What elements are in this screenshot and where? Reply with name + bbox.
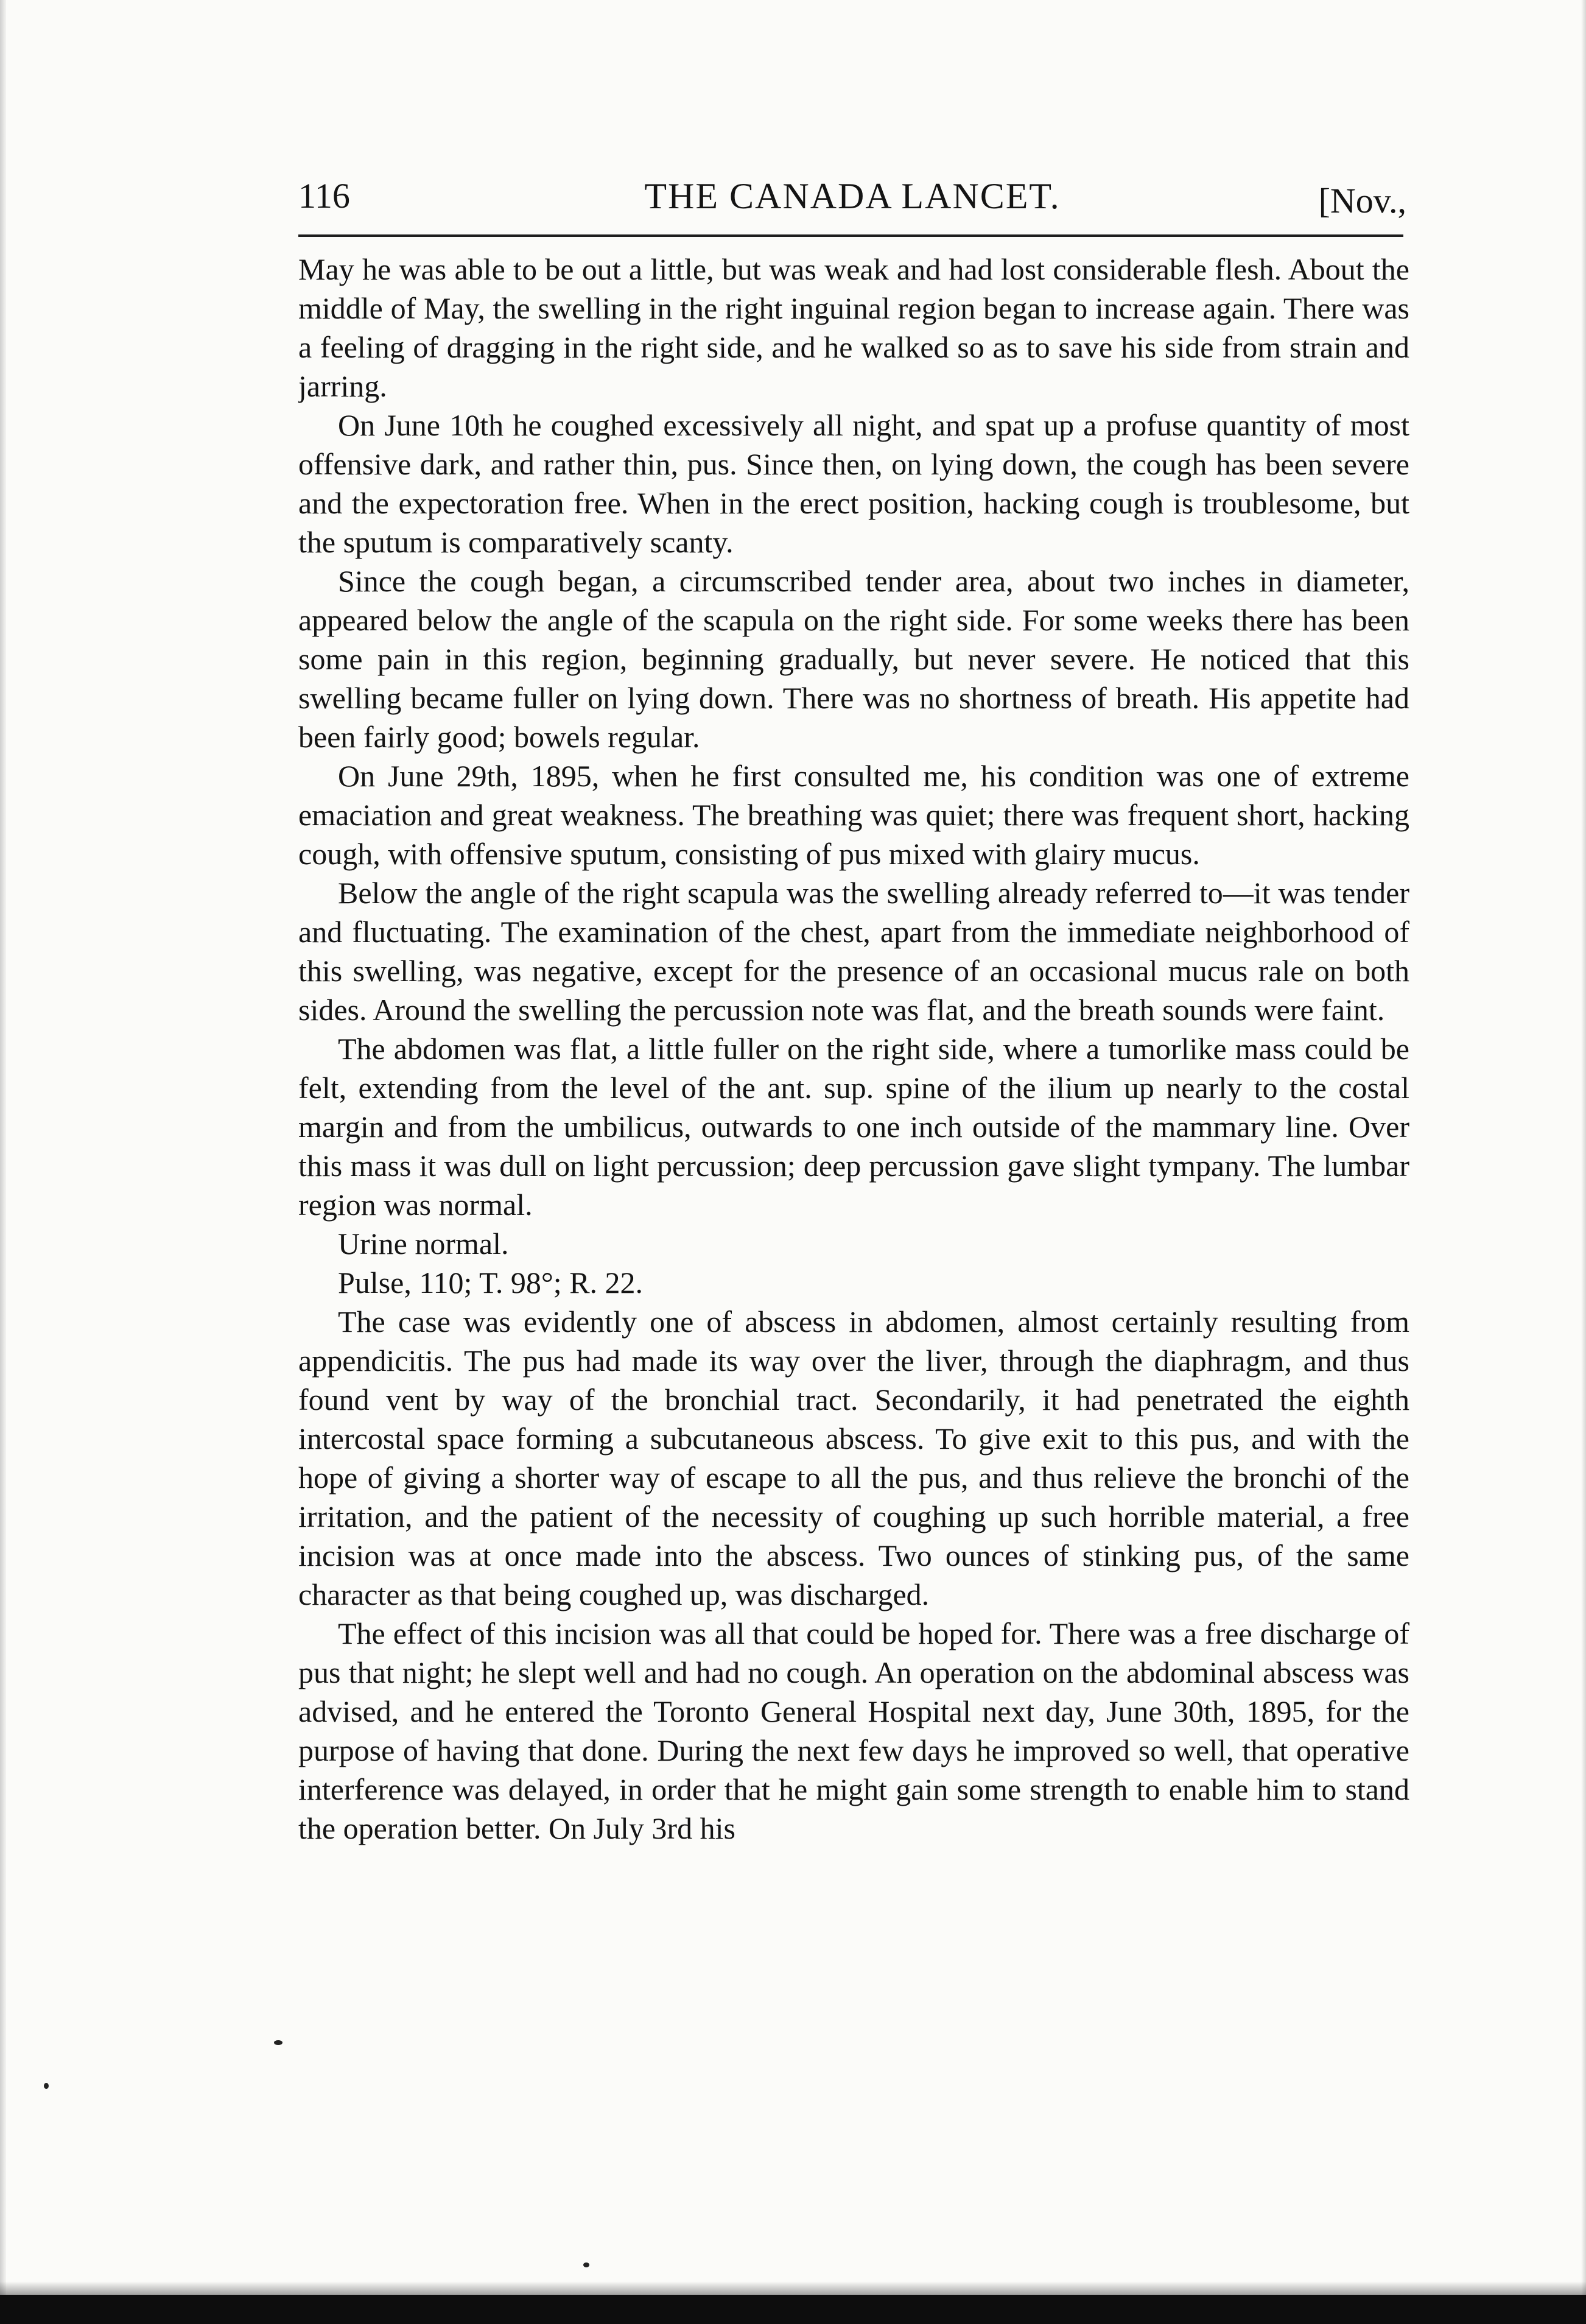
- bottom-shadow: [0, 2281, 1586, 2295]
- paragraph: On June 29th, 1895, when he first consulted me, his condition was one of extreme emaciation and great weakness. The breathing was quiet; there was frequent short, hacking cough, with offensive sputum, consisting of pus mixed with glairy mucus.: [298, 759, 1409, 871]
- scan-speck: [44, 2083, 49, 2089]
- paragraph: Urine normal.: [338, 1227, 509, 1261]
- article-body: [298, 250, 1409, 2043]
- header-rule: [298, 234, 1403, 237]
- paragraph: The abdomen was flat, a little fuller on the right side, where a tumorlike mass could be felt, extending from the level of the ant. sup. spine of the ilium up nearly to the costal margin and from the umbilicus, outwards to one inch outside of the mammary line. Over this mass it was dull on light percussion; deep percussion gave slight tympany. The lumbar region was normal.: [298, 1032, 1409, 1222]
- page-left-edge-shadow: [0, 0, 6, 2324]
- scan-speck: [274, 2040, 282, 2045]
- running-head: [298, 172, 1406, 220]
- page-number: 116: [298, 176, 350, 216]
- paragraph: Pulse, 110; T. 98°; R. 22.: [338, 1266, 644, 1300]
- scan-bottom-edge: [0, 2295, 1586, 2324]
- paragraph: May he was able to be out a little, but was weak and had lost considerable flesh. About the middle of May, the swelling in the right inguinal region began to increase again. There was a feeling of dragging in the right side, and he walked so as to save his side from strain and jarring.: [298, 252, 1409, 403]
- paragraph: The case was evidently one of abscess in abdomen, almost certainly resulting from appendicitis. The pus had made its way over the liver, through the diaphragm, and thus found vent by way of the bronchial tract. Secondarily, it had penetrated the eighth intercostal space forming a subcutaneous abscess. To give exit to this pus, and with the hope of giving a shorter way of escape to all the pus, and thus relieve the bronchi of the irritation, and the patient of the necessity of coughing up such horrible material, a free incision was at once made into the abscess. Two ounces of stinking pus, of the same character as that being coughed up, was discharged.: [298, 1305, 1409, 1611]
- paragraph: Since the cough began, a circumscribed tender area, about two inches in diameter, appeared below the angle of the scapula on the right side. For some weeks there has been some pain in this region, beginning gradually, but never severe. He noticed that this swelling became fuller on lying down. There was no shortness of breath. His appetite had been fairly good; bowels regular.: [298, 564, 1409, 754]
- issue-month: [Nov.,: [1318, 181, 1406, 220]
- paragraph: Below the angle of the right scapula was the swelling already referred to—it was tender and fluctuating. The examination of the chest, apart from the immediate neighborhood of this swelling, was negative, except for the presence of an occasional mucus rale on both sides. Around the swelling the percussion note was flat, and the breath sounds were faint.: [298, 876, 1409, 1027]
- page-right-edge-shadow: [1581, 0, 1586, 2324]
- paragraph: The effect of this incision was all that could be hoped for. There was a free discharge of pus that night; he slept well and had no cough. An operation on the abdominal abscess was advised, and he entered the Toronto General Hospital next day, June 30th, 1895, for the purpose of having that done. During the next few days he improved so well, that operative interference was delayed, in order that he might gain some strength to enable him to stand the operation better. On July 3rd his: [298, 1616, 1409, 1845]
- scan-speck: [583, 2262, 589, 2267]
- paragraph: On June 10th he coughed excessively all night, and spat up a profuse quantity of most offensive dark, and rather thin, pus. Since then, on lying down, the cough has been severe and the expectoration free. When in the erect position, hacking cough is troublesome, but the sputum is comparatively scanty.: [298, 408, 1409, 559]
- journal-title: THE CANADA LANCET.: [644, 176, 1061, 216]
